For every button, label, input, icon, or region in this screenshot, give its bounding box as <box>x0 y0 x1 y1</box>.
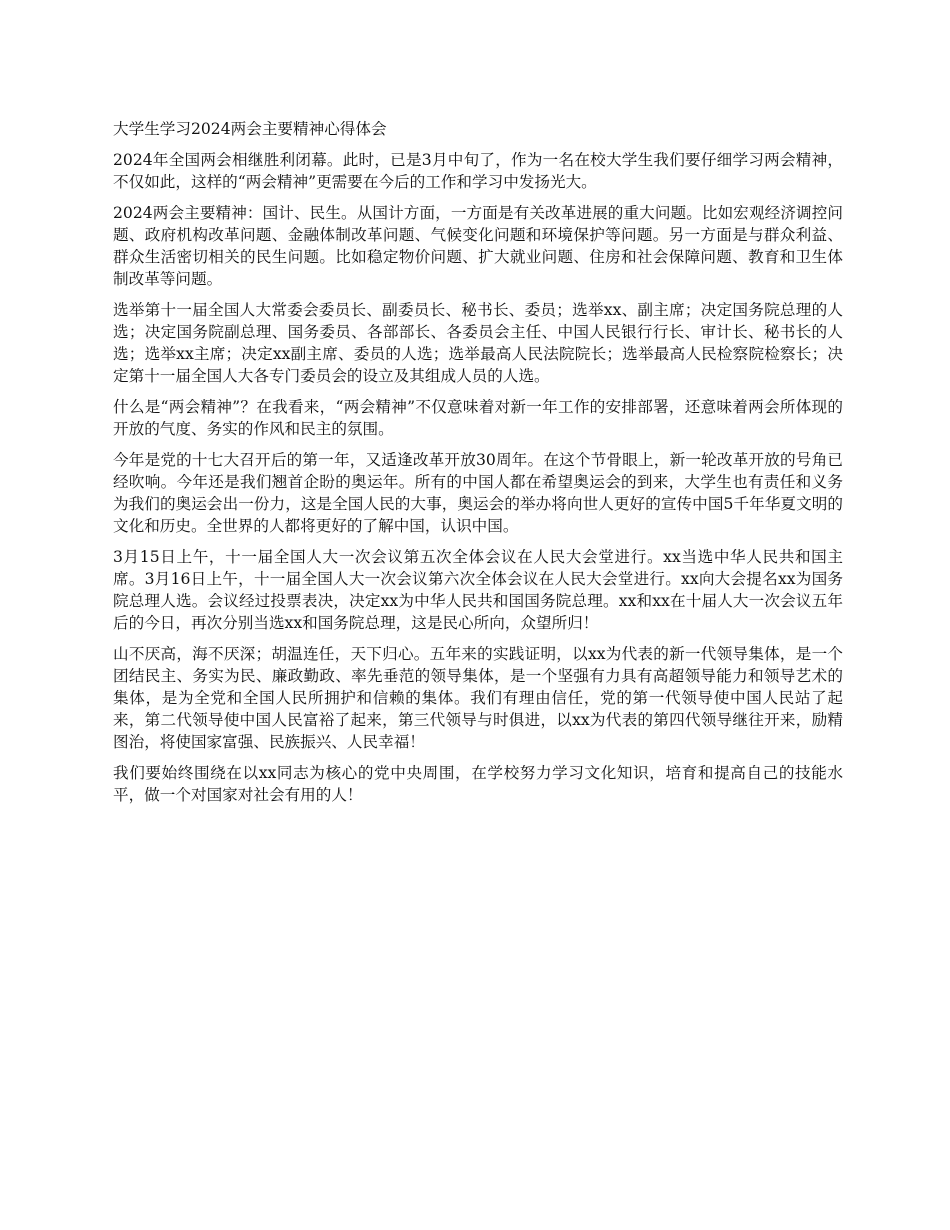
document-title: 大学生学习2024两会主要精神心得体会 <box>113 120 387 138</box>
paragraph-8: 我们要始终围绕在以xx同志为核心的党中央周围，在学校努力学习文化知识，培育和提高自己的技能水平，做一个对国家对社会有用的人！ <box>113 764 843 804</box>
paragraph-2: 2024两会主要精神：国计、民生。从国计方面，一方面是有关改革进展的重大问题。比如宏观经济调控问题、政府机构改革问题、金融体制改革问题、气候变化问题和环境保护等问题。另一方面是与群众利益、群众生活密切相关的民生问题。比如稳定物价问题、扩大就业问题、住房和社会保障问题、教育和卫生体制改革等问题。 <box>113 204 843 288</box>
paragraph-4: 什么是“两会精神”？在我看来，“两会精神”不仅意味着对新一年工作的安排部署，还意味着两会所体现的开放的气度、务实的作风和民主的氛围。 <box>113 398 843 438</box>
paragraph-7: 山不厌高，海不厌深；胡温连任，天下归心。五年来的实践证明，以xx为代表的新一代领导集体，是一个团结民主、务实为民、廉政勤政、率先垂范的领导集体，是一个坚强有力具有高超领导能力和领导艺术的集体，是为全党和全国人民所拥护和信赖的集体。我们有理由信任，党的第一代领导使中国人民站了起来，第二代领导使中国人民富裕了起来，第三代领导与时俱进，以xx为代表的第四代领导继往开来，励精图治，将使国家富强、民族振兴、人民幸福！ <box>113 645 843 751</box>
paragraph-3: 选举第十一届全国人大常委会委员长、副委员长、秘书长、委员；选举xx、副主席；决定国务院总理的人选；决定国务院副总理、国务委员、各部部长、各委员会主任、中国人民银行行长、审计长、秘书长的人选；选举xx主席；决定xx副主席、委员的人选；选举最高人民法院院长；选举最高人民检察院检察长；决定第十一届全国人大各专门委员会的设立及其组成人员的人选。 <box>113 301 843 385</box>
paragraph-1: 2024年全国两会相继胜利闭幕。此时，已是3月中旬了，作为一名在校大学生我们要仔细学习两会精神，不仅如此，这样的“两会精神”更需要在今后的工作和学习中发扬光大。 <box>113 151 843 191</box>
document-page <box>113 118 843 815</box>
paragraph-5: 今年是党的十七大召开后的第一年，又适逢改革开放30周年。在这个节骨眼上，新一轮改革开放的号角已经吹响。今年还是我们翘首企盼的奥运年。所有的中国人都在希望奥运会的到来，大学生也有责任和义务为我们的奥运会出一份力，这是全国人民的大事，奥运会的举办将向世人更好的宣传中国5千年华夏文明的文化和历史。全世界的人都将更好的了解中国，认识中国。 <box>113 451 843 535</box>
paragraph-6: 3月15日上午，十一届全国人大一次会议第五次全体会议在人民大会堂进行。xx当选中华人民共和国主席。3月16日上午，十一届全国人大一次会议第六次全体会议在人民大会堂进行。xx向大会提名xx为国务院总理人选。会议经过投票表决，决定xx为中华人民共和国国务院总理。xx和xx在十届人大一次会议五年后的今日，再次分别当选xx和国务院总理，这是民心所向，众望所归！ <box>113 548 843 632</box>
